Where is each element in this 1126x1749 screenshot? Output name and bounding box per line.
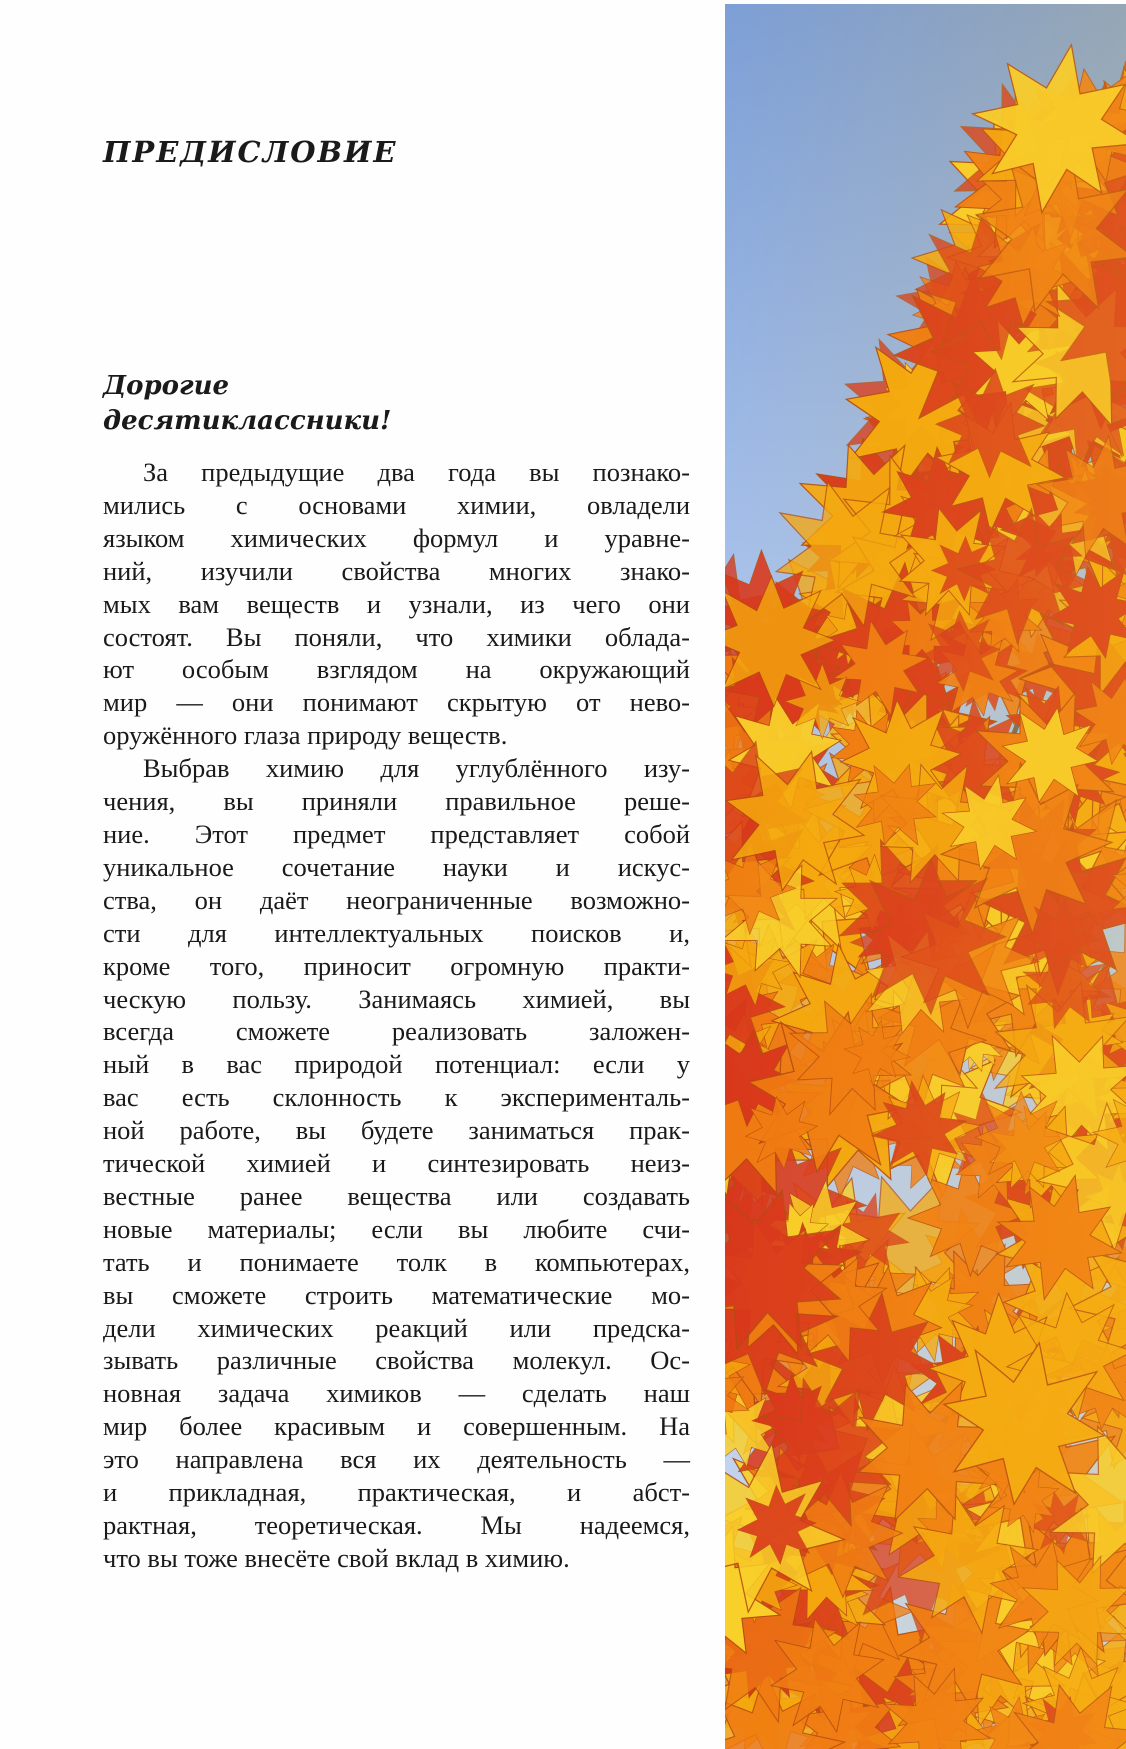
text-line: ний, изучили свойства многих знако-	[103, 555, 690, 586]
text-line: мир более красивым и совершенным. На	[103, 1411, 690, 1442]
text-line: ют особым взглядом на окружающий	[103, 654, 690, 685]
text-line: и прикладная, практическая, и абст-	[103, 1477, 690, 1508]
text-line: тической химией и синтезировать неиз-	[103, 1148, 690, 1179]
text-line: всегда сможете реализовать заложен-	[103, 1016, 690, 1047]
text-line: дели химических реакций или предска-	[103, 1312, 690, 1343]
body-text	[103, 456, 690, 1575]
text-line: новная задача химиков — сделать наш	[103, 1378, 690, 1409]
text-line: рактная, теоретическая. Мы надеемся,	[103, 1510, 690, 1540]
text-line: что вы тоже внесёте свой вклад в химию.	[103, 1542, 570, 1573]
text-line: мились с основами химии, овладели	[103, 489, 690, 520]
text-line: чения, вы приняли правильное реше-	[103, 786, 690, 817]
text-line: это направлена вся их деятельность —	[103, 1444, 690, 1475]
autumn-leaves-photo	[725, 4, 1126, 1749]
text-line: Выбрав химию для углублённого изу-	[143, 753, 690, 784]
paragraph-1	[103, 456, 690, 752]
text-line: зывать различные свойства молекул. Ос-	[103, 1345, 690, 1376]
text-line: тать и понимаете толк в компьютерах,	[103, 1246, 690, 1277]
paragraph-2	[103, 752, 690, 1575]
text-line: За предыдущие два года вы познако-	[143, 457, 690, 487]
text-line: ства, он даёт неограниченные возможно-	[103, 884, 690, 915]
greeting-line-2: десятиклассники!	[103, 406, 392, 436]
text-line: ческую пользу. Занимаясь химией, вы	[103, 983, 690, 1014]
text-line: вас есть склонность к эксперименталь-	[103, 1082, 690, 1113]
text-line: кроме того, приносит огромную практи-	[103, 950, 690, 981]
text-line: ной работе, вы будете заниматься прак-	[103, 1115, 690, 1146]
text-line: состоят. Вы поняли, что химики облада-	[103, 621, 690, 652]
greeting	[103, 369, 391, 439]
warm-glow	[725, 4, 1126, 1749]
page-title: ПРЕДИСЛОВИЕ	[103, 135, 398, 169]
text-line: вестные ранее вещества или создавать	[103, 1180, 690, 1211]
text-line: мых вам веществ и узнали, из чего они	[103, 588, 690, 619]
text-line: языком химических формул и уравне-	[103, 522, 690, 553]
text-line: ние. Этот предмет представляет собой	[103, 818, 690, 849]
text-line: оружённого глаза природу веществ.	[103, 720, 508, 751]
text-line: вы сможете строить математические мо-	[103, 1279, 690, 1310]
text-line: мир — они понимают скрытую от нево-	[103, 687, 690, 718]
leaves-illustration	[725, 4, 1126, 1749]
text-line: сти для интеллектуальных поисков и,	[103, 917, 690, 948]
greeting-line-1: Дорогие	[103, 371, 230, 401]
text-line: ный в вас природой потенциал: если у	[103, 1049, 690, 1080]
text-line: новые материалы; если вы любите счи-	[103, 1213, 690, 1244]
text-line: уникальное сочетание науки и искус-	[103, 851, 690, 882]
